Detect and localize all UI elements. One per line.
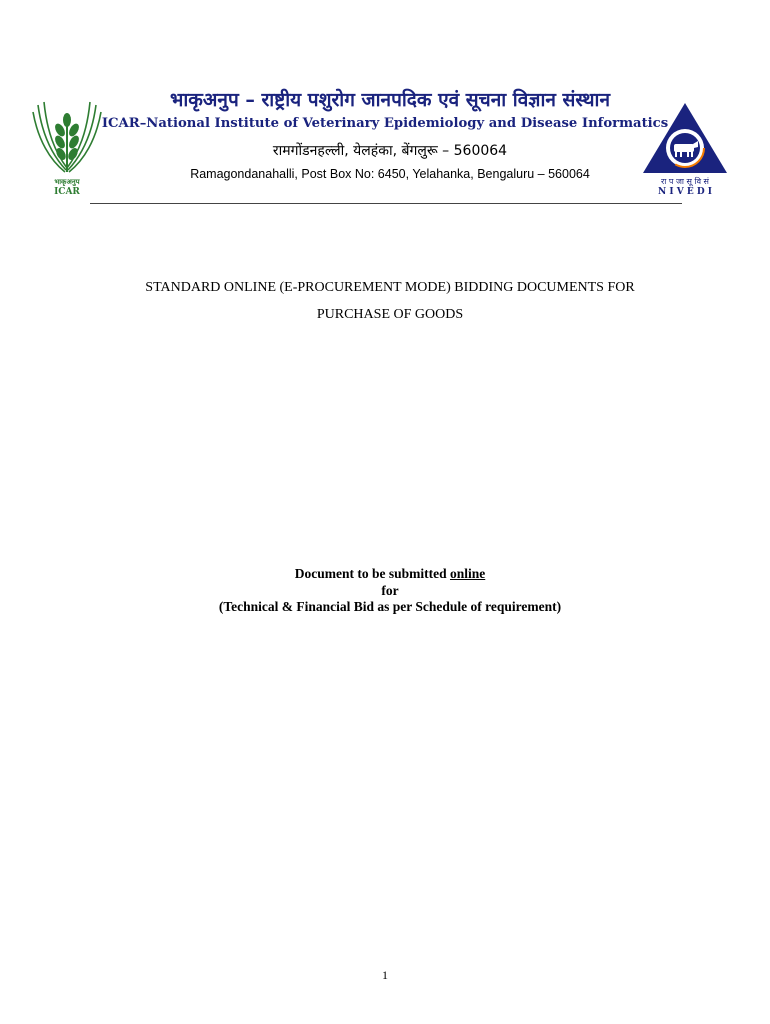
english-address: Ramagondanahalli, Post Box No: 6450, Yelahanka, Bengaluru – 560064 xyxy=(190,167,590,181)
document-title xyxy=(60,274,720,328)
submission-line-2: for xyxy=(381,582,399,598)
submission-prefix: Document to be submitted xyxy=(294,566,450,581)
hindi-institute-name: भाकृअनुप – राष्ट्रीय पशुरोग जानपदिक एवं सूचना विज्ञान संस्थान xyxy=(170,89,610,111)
submission-emphasis: online xyxy=(449,566,486,581)
document-title-line-2: PURCHASE OF GOODS xyxy=(316,307,464,322)
english-institute-name: ICAR–National Institute of Veterinary Epidemiology and Disease Informatics xyxy=(101,116,669,131)
icar-logo xyxy=(30,100,105,195)
nivedi-logo-text: N I V E D I xyxy=(658,187,712,195)
icar-wheat-logo-icon xyxy=(30,100,105,195)
nivedi-triangle-logo-icon xyxy=(640,100,730,195)
nivedi-logo-hindi-text: रा प जा सू वि सं xyxy=(661,177,709,186)
submission-line-1 xyxy=(60,566,720,583)
icar-logo-text: ICAR xyxy=(54,187,80,195)
submission-note xyxy=(60,566,720,616)
header-divider xyxy=(90,203,682,204)
hindi-address: रामगोंडनहल्ली, येलहंका, बेंगलुरू – 560064 xyxy=(272,143,508,159)
icar-logo-hindi-text: भाकृअनुप xyxy=(54,178,80,186)
submission-line-3: (Technical & Financial Bid as per Schedule of requirement) xyxy=(218,599,562,614)
page-number: 1 xyxy=(382,968,388,982)
document-title-line-1: STANDARD ONLINE (E-PROCUREMENT MODE) BIDDING DOCUMENTS FOR xyxy=(145,280,635,295)
nivedi-logo xyxy=(640,100,730,195)
